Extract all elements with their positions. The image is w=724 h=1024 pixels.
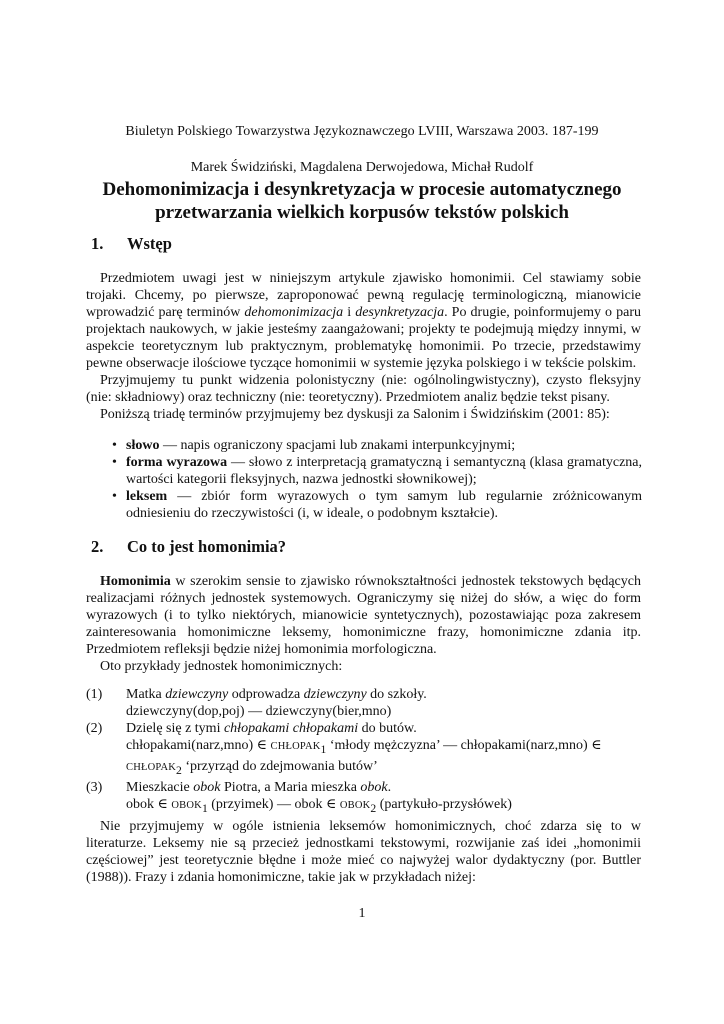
section-1-body bbox=[86, 270, 641, 423]
section-number: 2. bbox=[91, 537, 104, 556]
definition-list bbox=[112, 437, 642, 522]
page-number: 1 bbox=[358, 906, 366, 921]
section-2-body bbox=[86, 573, 641, 675]
paragraph: Oto przykłady jednostek homonimicznych: bbox=[100, 659, 343, 674]
section-title: Wstęp bbox=[127, 234, 172, 253]
paragraph: Poniższą triadę terminów przyjmujemy bez dyskusji za Salonim i Świdzińskim (2001: 85): bbox=[100, 407, 610, 422]
authors-line: Marek Świdziński, Magdalena Derwojedowa, Michał Rudolf bbox=[190, 160, 534, 175]
list-item: • leksem — zbiór form wyrazowych o tym samym lub regularnie zróżnicowanym odniesieniu do rzeczywistości (i, w ideale, o podobnym kształcie). bbox=[112, 489, 642, 521]
section-2-body-continued bbox=[86, 818, 641, 886]
bullet-icon: • bbox=[112, 455, 117, 470]
paragraph: Przedmiotem uwagi jest w niniejszym artykule zjawisko homonimii. Cel stawiamy sobie trojaki. Chcemy, po pierwsze, zaproponować pewną regulację terminologiczną, mianowicie wprowadzić parę terminów dehomonimizacja i desynkretyzacja. Po drugie, poinformujemy o paru projektach naukowych, w jakie jesteśmy zaangażowani; projekty te podejmują między innymi, w aspekcie teoretycznym lub praktycznym, problematykę homonimii. Po trzecie, przedstawimy pewne obserwacje ilościowe tyczące homonimii w systemie języka polskiego i w tekście polskim. bbox=[86, 271, 641, 371]
paragraph: Homonimia w szerokim sensie to zjawisko równokształtności jednostek tekstowych będących realizacjami różnych jednostek systemowych. Ograniczymy się niżej do słów, a więc do form wyrazowych (i to tylko niektórych, mianowicie syntetycznych), pozostawiając poza zakresem zainteresowania homonimiczne leksemy, homonimiczne frazy, homonimiczne zdania itp. Przedmiotem refleksji będzie niżej homonimia morfologiczna. bbox=[86, 574, 641, 657]
section-1-heading bbox=[91, 234, 172, 254]
example-1: (1) Matka dziewczyny odprowadza dziewczyny do szkoły. dziewczyny(dop,poj) — dziewczyny(bier,mno) bbox=[86, 687, 427, 719]
list-item: • forma wyrazowa — słowo z interpretacją gramatyczną i semantyczną (klasa gramatyczna, wartości kategorii fleksyjnych, nazwa jednostki słownikowej); bbox=[112, 455, 642, 487]
example-2: (2) Dzielę się z tymi chłopakami chłopakami do butów. chłopakami(narz,mno) ∈ $CHŁOPAK_1$ ‘młody mężczyzna’ — chłopakami(narz,mno) ∈ $CHŁOPAK_2$ ‘przyrząd do zdejmowania butów’ bbox=[86, 721, 602, 777]
section-2-heading bbox=[91, 537, 286, 557]
paragraph: Przyjmujemy tu punkt widzenia polonistyczny (nie: ogólnolingwistyczny), czysto fleksyjny (nie: składniowy) oraz techniczny (nie: teoretyczny). Przedmiotem analiz będzie tekst pisany. bbox=[86, 373, 641, 405]
paper-title: Dehomonimizacja i desynkretyzacja w procesie automatycznego przetwarzania wielkich korpusów tekstów polskich bbox=[102, 179, 622, 223]
bullet-icon: • bbox=[112, 438, 117, 453]
example-3: (3) Mieszkacie obok Piotra, a Maria mieszka obok. obok ∈ $OBOK_1$ (przyimek) — obok ∈ $OBOK_2$ (partykuło-przysłówek) bbox=[86, 779, 512, 815]
bullet-icon: • bbox=[112, 489, 117, 504]
venue-line: Biuletyn Polskiego Towarzystwa Językoznawczego LVIII, Warszawa 2003. 187-199 bbox=[125, 124, 599, 139]
examples-list bbox=[86, 686, 646, 816]
paragraph: Nie przyjmujemy w ogóle istnienia leksemów homonimicznych, choć zdarza się to w literaturze. Leksemy nie są przecież jednostkami tekstowymi, rozwijanie zaś idei „homonimii częściowej” jest teoretycznie błędne i może mieć co najwyżej walor dydaktyczny (por. Buttler (1988)). Frazy i zdania homonimiczne, takie jak w przykładach niżej: bbox=[86, 819, 641, 885]
list-item: • słowo — napis ograniczony spacjami lub znakami interpunkcyjnymi; bbox=[112, 438, 516, 453]
section-number: 1. bbox=[91, 234, 104, 253]
section-title: Co to jest homonimia? bbox=[127, 537, 287, 556]
